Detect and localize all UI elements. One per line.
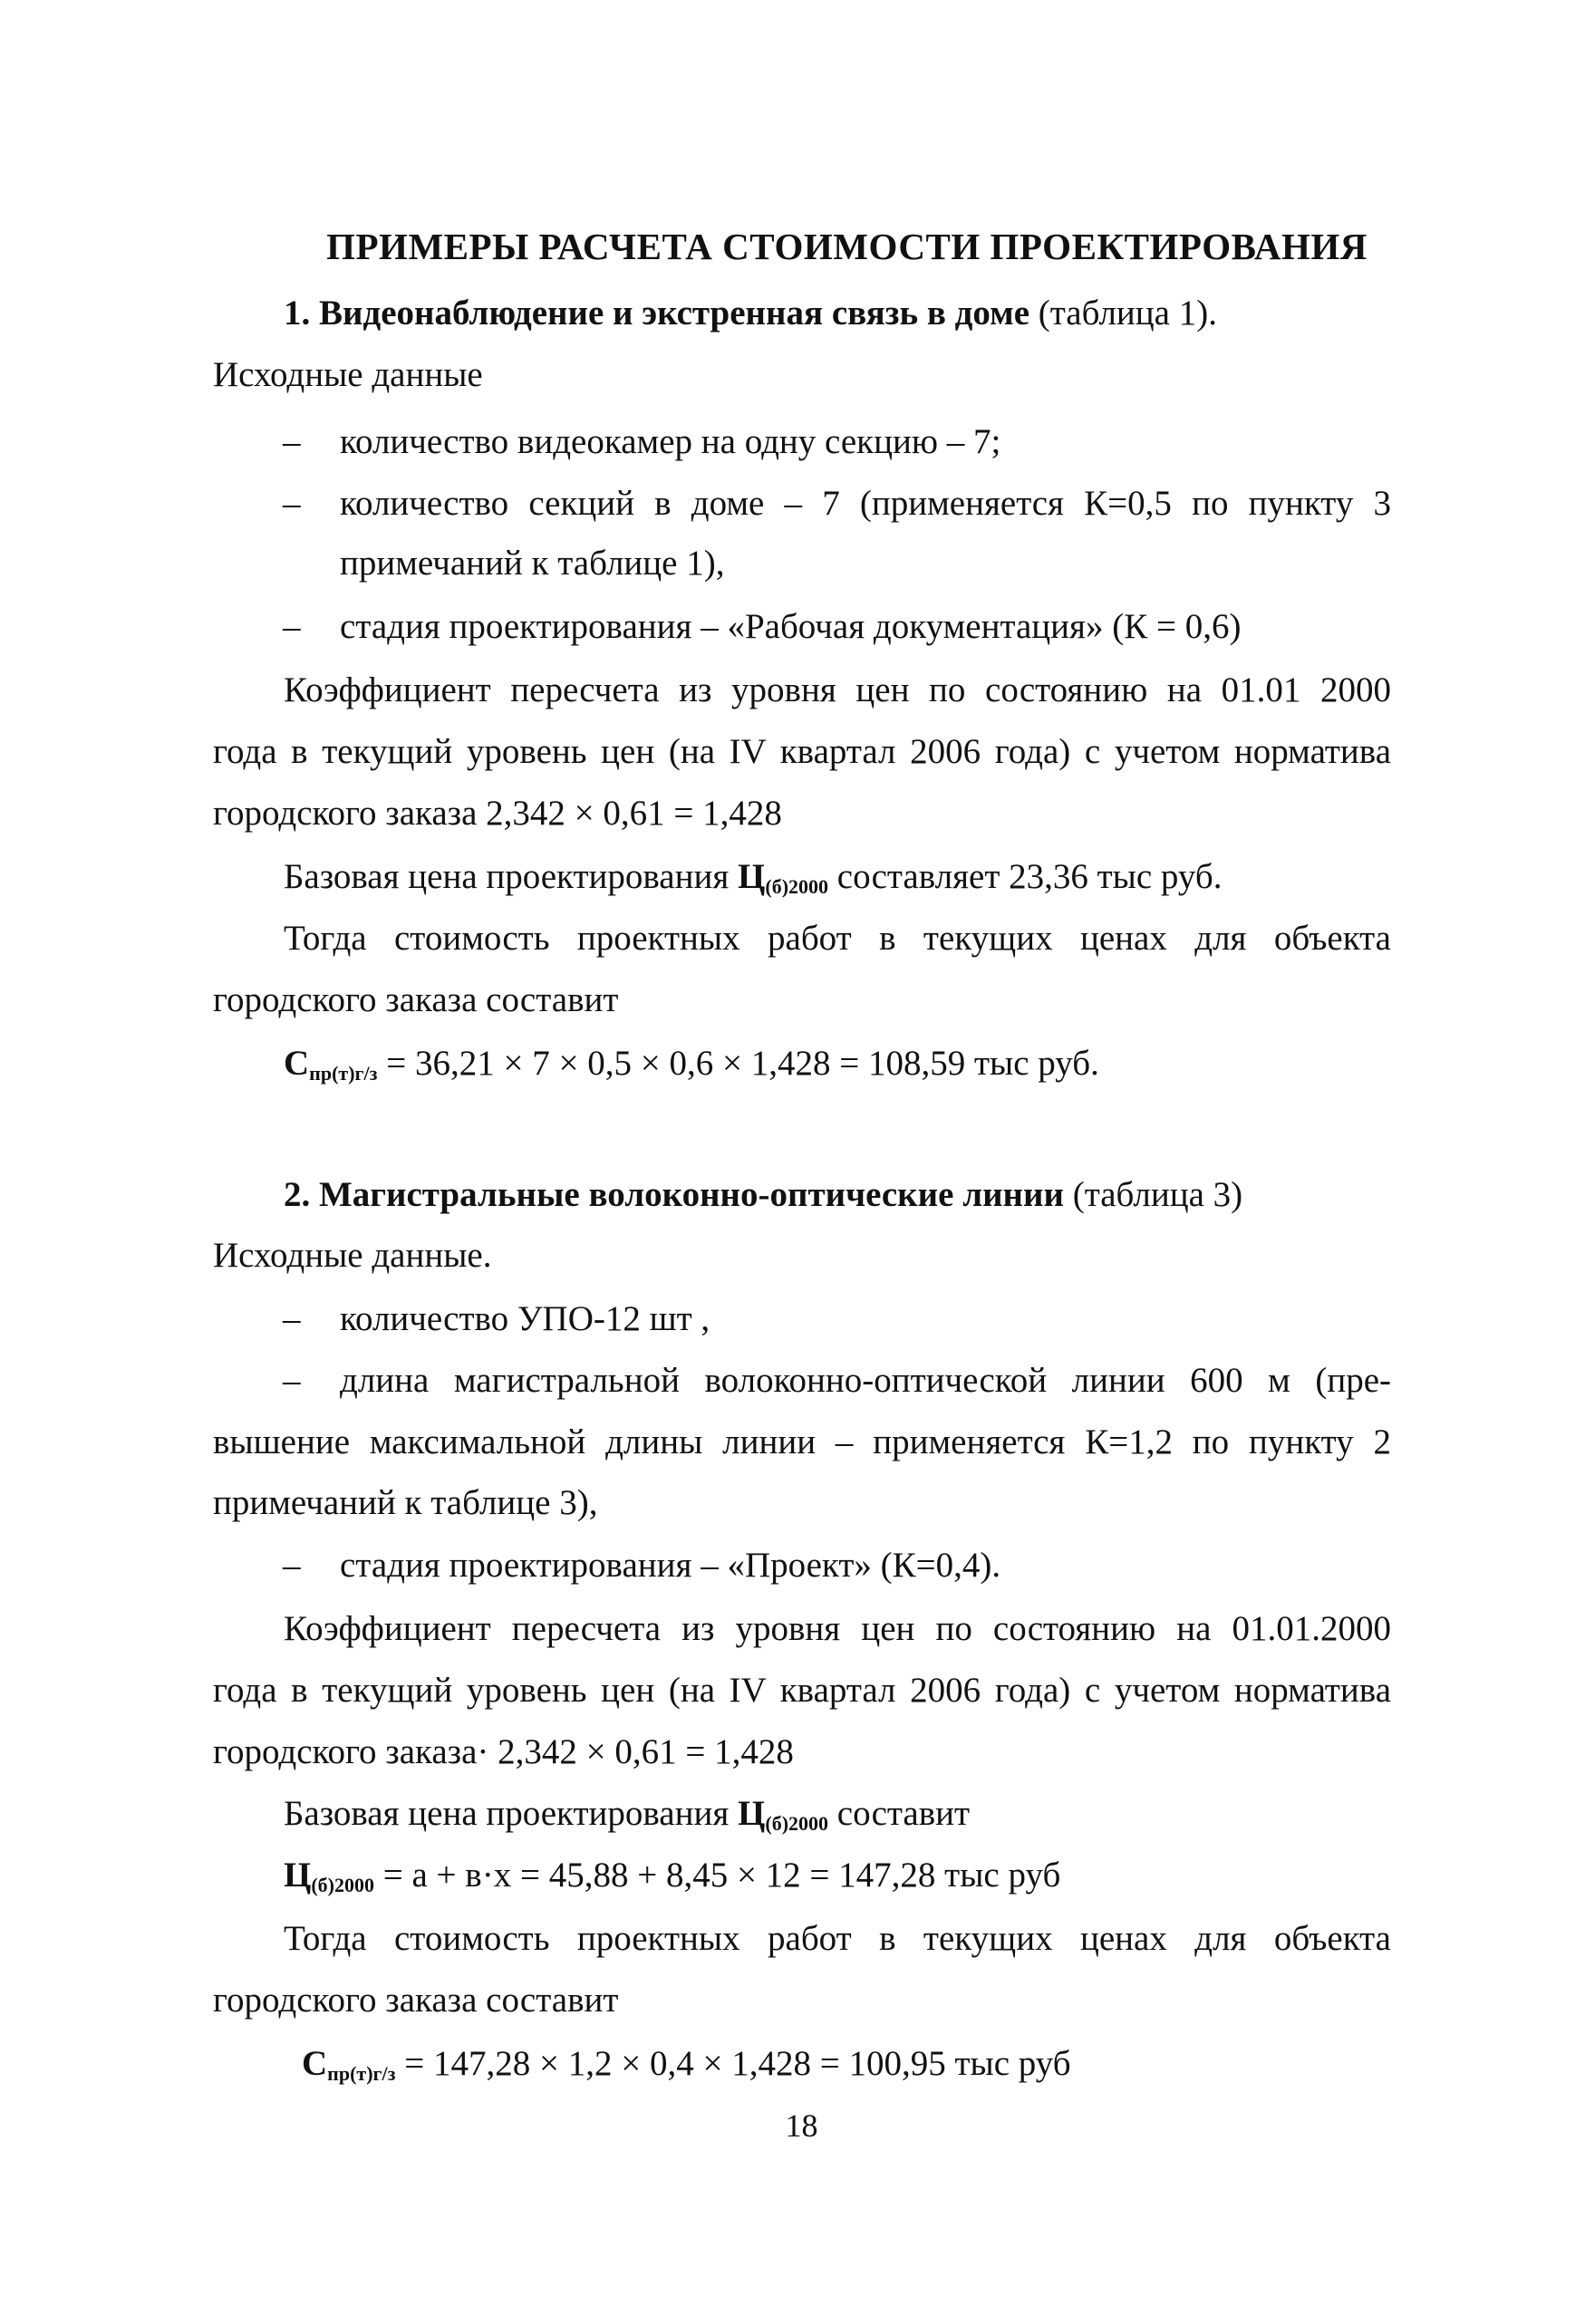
- text-part: Базовая цена проектирования: [284, 857, 739, 896]
- page-number: 18: [785, 2107, 818, 2144]
- example-2-formula: [302, 2042, 1071, 2096]
- example-2-item-2-line-3: примечаний к таблице 3),: [213, 1483, 598, 1522]
- list-dash: –: [283, 1361, 301, 1400]
- list-dash: –: [283, 422, 301, 461]
- example-1-then-line-2: городского заказа составит: [213, 980, 619, 1019]
- example-2-coef-line-2: года в текущий уровень цен (на IV квартал 2006 года) с учетом норматива: [213, 1671, 1391, 1710]
- list-dash: –: [283, 1546, 301, 1585]
- example-2-item-1: количество УПО-12 шт ,: [340, 1299, 710, 1338]
- list-dash: –: [283, 1299, 301, 1338]
- example-2-item-3: стадия проектирования – «Проект» (К=0,4).: [340, 1546, 1001, 1585]
- example-2-item-2-line-2: вышение максимальной длины линии – применяется К=1,2 по пункту 2: [213, 1422, 1391, 1461]
- example-2-item-2-line-1: длина магистральной волоконно-оптической линии 600 м (пре-: [340, 1361, 1391, 1400]
- example-1-coef-line-2: года в текущий уровень цен (на IV квартал 2006 года) с учетом норматива: [213, 732, 1391, 771]
- cost-subscript: пр(т)г/з: [309, 1062, 378, 1085]
- cost-subscript: пр(т)г/з: [327, 2062, 396, 2085]
- list-dash: –: [283, 607, 301, 646]
- example-1-item-2-line-1: количество секций в доме – 7 (применяется К=0,5 по пункту 3: [340, 484, 1391, 523]
- example-2-then-line-1: Тогда стоимость проектных работ в текущих ценах для объекта: [284, 1919, 1391, 1958]
- base-price-subscript: (б)2000: [765, 1812, 829, 1835]
- formula-text: = а + в·х = 45,88 + 8,45 × 12 = 147,28 тыс руб: [374, 1856, 1061, 1895]
- example-1-base-price: [284, 855, 1223, 909]
- example-2-source-label: Исходные данные.: [213, 1236, 492, 1275]
- cost-symbol: С: [284, 1044, 310, 1083]
- base-price-symbol: Ц: [738, 857, 766, 896]
- example-2-then-line-2: городского заказа составит: [213, 1981, 619, 2020]
- example-1-heading: [284, 292, 1217, 335]
- example-1-heading-rest: (таблица 1).: [1029, 294, 1217, 333]
- text-part: составит: [828, 1794, 971, 1833]
- text-part: Базовая цена проектирования: [284, 1794, 739, 1833]
- example-1-formula: [284, 1042, 1099, 1095]
- example-1-item-2-line-2: примечаний к таблице 1),: [340, 544, 725, 583]
- example-1-coef-line-1: Коэффициент пересчета из уровня цен по состоянию на 01.01 2000: [284, 670, 1391, 709]
- example-2-heading: [284, 1173, 1242, 1217]
- text-part: составляет 23,36 тыс руб.: [828, 857, 1223, 896]
- base-price-subscript: (б)2000: [765, 875, 829, 898]
- base-price-symbol: Ц: [284, 1856, 312, 1895]
- formula-text: = 36,21 × 7 × 0,5 × 0,6 × 1,428 = 108,59 тыс руб.: [377, 1044, 1099, 1083]
- example-2-heading-bold: 2. Магистральные волоконно-оптические линии: [284, 1175, 1064, 1214]
- cost-symbol: С: [302, 2044, 328, 2083]
- example-1-then-line-1: Тогда стоимость проектных работ в текущих ценах для объекта: [284, 919, 1391, 958]
- example-1-coef-line-3: городского заказа 2,342 × 0,61 = 1,428: [213, 794, 782, 833]
- example-2-base-price: [284, 1792, 970, 1846]
- page-title: ПРИМЕРЫ РАСЧЕТА СТОИМОСТИ ПРОЕКТИРОВАНИЯ: [326, 226, 1368, 267]
- example-1-item-3: стадия проектирования – «Рабочая документация» (К = 0,6): [340, 607, 1242, 646]
- example-1-item-1: количество видеокамер на одну секцию – 7;: [340, 422, 1001, 461]
- example-2-coef-line-3: городского заказа· 2,342 × 0,61 = 1,428: [213, 1732, 794, 1771]
- base-price-symbol: Ц: [738, 1794, 766, 1833]
- example-2-base-calc: [284, 1854, 1060, 1907]
- list-dash: –: [283, 484, 301, 523]
- example-1-heading-bold: 1. Видеонаблюдение и экстренная связь в доме: [284, 294, 1029, 333]
- example-1-source-label: Исходные данные: [213, 355, 483, 394]
- base-price-subscript: (б)2000: [311, 1874, 374, 1896]
- example-2-coef-line-1: Коэффициент пересчета из уровня цен по состоянию на 01.01.2000: [284, 1609, 1391, 1648]
- example-2-heading-rest: (таблица 3): [1063, 1175, 1243, 1214]
- formula-text: = 147,28 × 1,2 × 0,4 × 1,428 = 100,95 тыс руб: [395, 2044, 1071, 2083]
